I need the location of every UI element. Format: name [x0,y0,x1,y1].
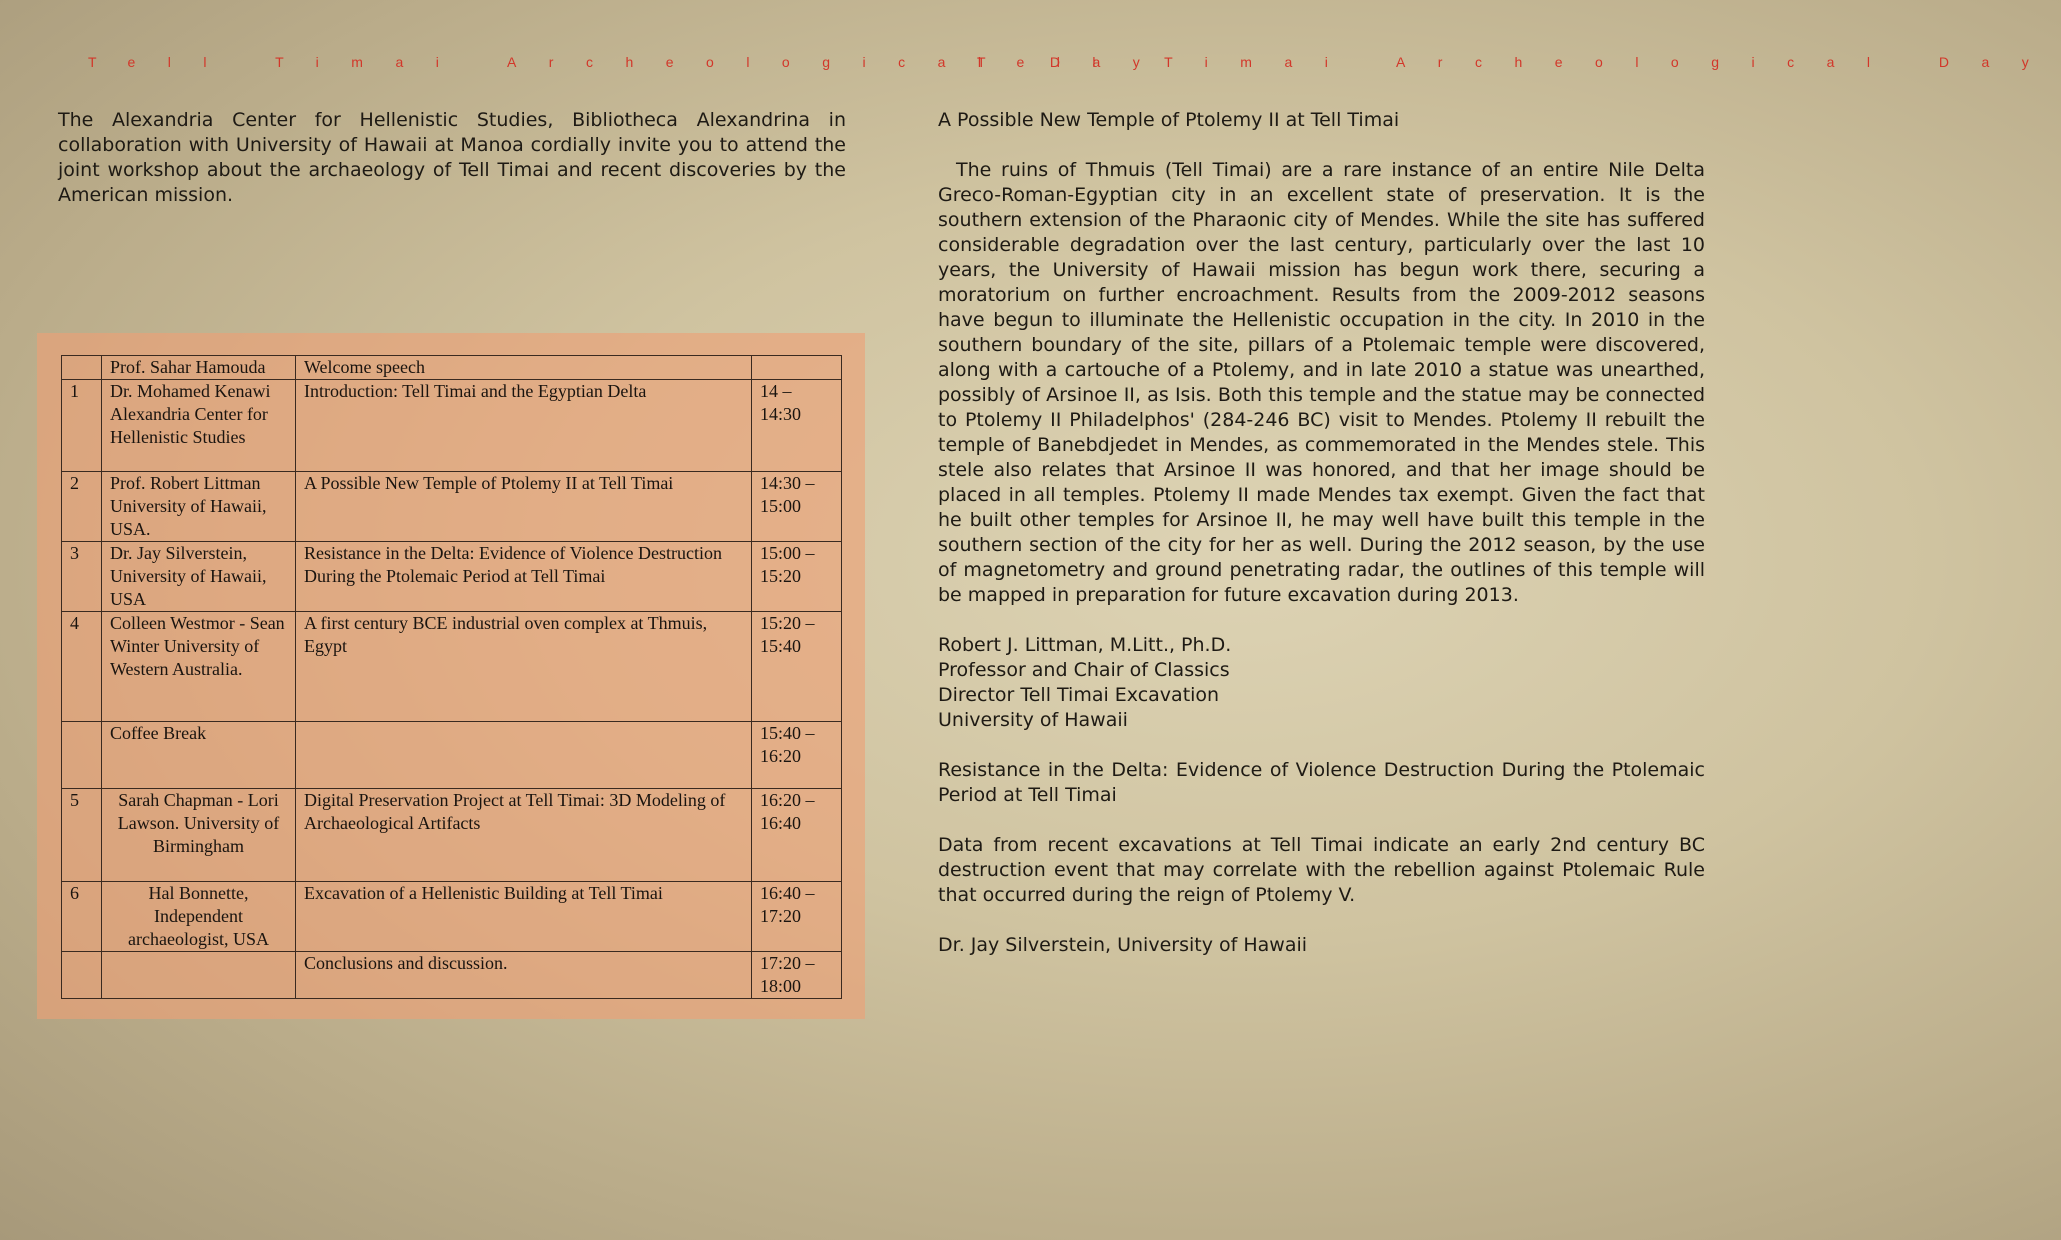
invitation-text: The Alexandria Center for Hellenistic Studies, Bibliotheca Alexandrina in collaboration with University of Hawaii at Manoa cordially invite you to attend the joint workshop about the archaeology of Tell Timai and recent discoveries by the American mission. [58,109,846,206]
time-cell: 15:00 – 15:20 [752,542,842,612]
talk-title-cell: Excavation of a Hellenistic Building at Tell Timai [296,882,752,952]
speaker-cell [102,952,296,999]
signature-line: Director Tell Timai Excavation [938,684,1220,706]
session-number: 4 [62,612,102,722]
talk-title-cell: Conclusions and discussion. [296,952,752,999]
schedule-table [61,355,842,999]
session-number: 5 [62,789,102,882]
schedule-panel [37,333,865,1019]
time-cell: 17:20 – 18:00 [752,952,842,999]
time-cell: 16:40 – 17:20 [752,882,842,952]
talk-title-cell: Digital Preservation Project at Tell Timai: 3D Modeling of Archaeological Artifacts [296,789,752,882]
signature-line: University of Hawaii [938,709,1128,731]
session-number [62,356,102,380]
time-cell: 16:20 – 16:40 [752,789,842,882]
session-number: 2 [62,472,102,542]
table-row [62,789,842,882]
running-header-right: Tell Timai Archeological Day [977,54,2061,70]
session-number: 6 [62,882,102,952]
table-row [62,612,842,722]
session-number: 1 [62,380,102,472]
table-row [62,952,842,999]
talk-title-cell: Welcome speech [296,356,752,380]
talk-title-cell [296,722,752,789]
speaker-cell: Coffee Break [102,722,296,789]
session-number: 3 [62,542,102,612]
table-row [62,722,842,789]
table-row [62,472,842,542]
time-cell: 14:30 – 15:00 [752,472,842,542]
running-header-left: Tell Timai Archeological Day [88,54,1173,70]
speaker-cell: Prof. Sahar Hamouda [102,356,296,380]
table-row [62,882,842,952]
article-column [938,108,1705,958]
signature-line: Professor and Chair of Classics [938,659,1230,681]
time-cell: 14 – 14:30 [752,380,842,472]
talk-title-cell: Resistance in the Delta: Evidence of Violence Destruction During the Ptolemaic Period at Tell Timai [296,542,752,612]
speaker-cell: Hal Bonnette, Independent archaeologist, USA [102,882,296,952]
right-page [877,0,2061,1240]
speaker-cell: Dr. Mohamed Kenawi Alexandria Center for Hellenistic Studies [102,380,296,472]
talk-title-cell: A Possible New Temple of Ptolemy II at Tell Timai [296,472,752,542]
article-title: Resistance in the Delta: Evidence of Violence Destruction During the Ptolemaic Period at Tell Timai [938,759,1705,806]
time-cell: 15:40 – 16:20 [752,722,842,789]
talk-title-cell: A first century BCE industrial oven complex at Thmuis, Egypt [296,612,752,722]
time-cell: 15:20 – 15:40 [752,612,842,722]
table-row [62,542,842,612]
table-row [62,356,842,380]
speaker-cell: Colleen Westmor - Sean Winter University of Western Australia. [102,612,296,722]
signature-line: Robert J. Littman, M.Litt., Ph.D. [938,634,1232,656]
speaker-cell: Dr. Jay Silverstein, University of Hawaii, USA [102,542,296,612]
article-body: The ruins of Thmuis (Tell Timai) are a rare instance of an entire Nile Delta Greco-Roman-Egyptian city in an excellent state of preservation. It is the southern extension of the Pharaonic city of Mendes. While the site has suffered considerable degradation over the last century, particularly over the last 10 years, the University of Hawaii mission has begun work there, securing a moratorium on further encroachment. Results from the 2009-2012 seasons have begun to illuminate the Hellenistic occupation in the city. In 2010 in the southern boundary of the site, pillars of a Ptolemaic temple were discovered, along with a cartouche of a Ptolemy, and in late 2010 a statue was unearthed, possibly of Arsinoe II, as Isis. Both this temple and the statue may be connected to Ptolemy II Philadelphos' (284-246 BC) visit to Mendes. Ptolemy II rebuilt the temple of Banebdjedet in Mendes, as commemorated in the Mendes stele. This stele also relates that Arsinoe II was honored, and that her image should be placed in all temples. Ptolemy II made Mendes tax exempt. Given the fact that he built other temples for Arsinoe II, he may well have built this temple in the southern section of the city for her as well. During the 2012 season, by the use of magnetometry and ground penetrating radar, the outlines of this temple will be mapped in preparation for future excavation during 2013. [938,159,1705,606]
session-number [62,952,102,999]
table-row [62,380,842,472]
speaker-cell: Prof. Robert Littman University of Hawaii, USA. [102,472,296,542]
signature-line: Dr. Jay Silverstein, University of Hawaii [938,934,1308,956]
article-title: A Possible New Temple of Ptolemy II at Tell Timai [938,109,1400,131]
time-cell [752,356,842,380]
session-number [62,722,102,789]
article-body: Data from recent excavations at Tell Timai indicate an early 2nd century BC destruction event that may correlate with the rebellion against Ptolemaic Rule that occurred during the reign of Ptolemy V. [938,834,1705,906]
speaker-cell: Sarah Chapman - Lori Lawson. University of Birmingham [102,789,296,882]
talk-title-cell: Introduction: Tell Timai and the Egyptian Delta [296,380,752,472]
